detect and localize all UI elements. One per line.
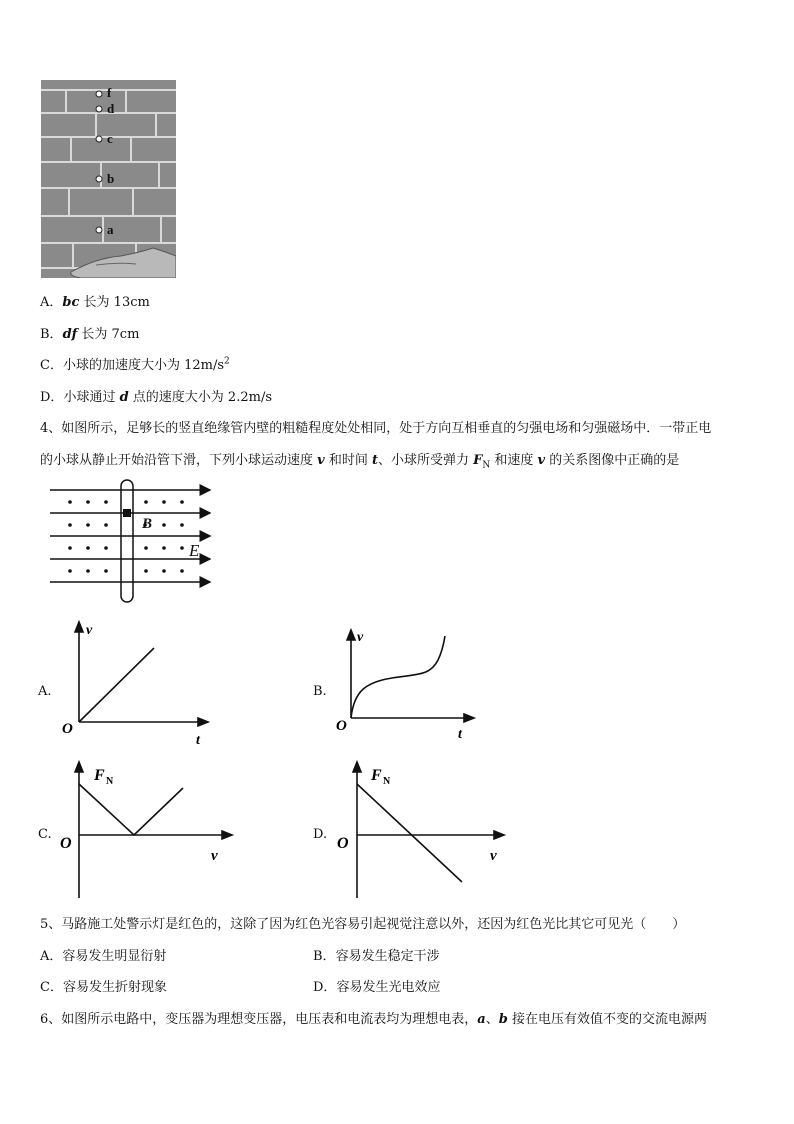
graph-c-xlabel: v	[211, 848, 218, 864]
field-tube-figure	[48, 478, 218, 606]
graph-a	[56, 620, 216, 750]
graph-b-letter[interactable]: B.	[313, 684, 327, 699]
e-field-label: E	[189, 541, 200, 560]
graph-a-xlabel: t	[196, 733, 200, 748]
brick-wall-photo	[41, 80, 176, 278]
label-d: d	[107, 101, 115, 116]
graph-b	[332, 620, 482, 750]
q6-stem: 6、如图所示电路中，变压器为理想变压器，电压表和电流表均为理想电表，a、b 接在电压有效值不变的交流电源两	[40, 1012, 707, 1027]
q3-option-b[interactable]: B．df 长为 7cm	[40, 327, 140, 342]
label-f: f	[107, 85, 112, 100]
q4-stem-line1: 4、如图所示，足够长的竖直绝缘管内壁的粗糙程度处处相同，处于方向互相垂直的匀强电场和匀强磁场中．一带正电	[40, 421, 712, 436]
graph-b-xlabel: t	[458, 727, 462, 742]
graph-d-xlabel: v	[490, 848, 497, 864]
graph-a-letter[interactable]: A.	[38, 684, 52, 699]
q5-option-d[interactable]: D．容易发生光电效应	[313, 980, 441, 995]
q3-option-c[interactable]: C．小球的加速度大小为 $12m/s^2$	[40, 356, 230, 373]
graph-a-origin: O	[62, 721, 73, 737]
q3-option-a[interactable]: A．bc 长为 13cm	[40, 295, 150, 310]
label-b: b	[107, 171, 115, 186]
graph-c-letter[interactable]: C.	[38, 827, 52, 842]
q5-stem: 5、马路施工处警示灯是红色的，这除了因为红色光容易引起视觉注意以外，还因为红色光比其它可见光（ ）	[40, 917, 686, 932]
graph-c-ysub: N	[106, 776, 114, 787]
graph-c	[56, 758, 241, 900]
graph-d-ysub: N	[383, 776, 391, 787]
graph-d-letter[interactable]: D.	[313, 827, 328, 842]
q5-option-b[interactable]: B．容易发生稳定干涉	[313, 949, 440, 964]
graph-d-origin: O	[337, 835, 349, 852]
graph-c-ylabel: F	[94, 767, 105, 784]
q3-option-d[interactable]: D．小球通过 d 点的速度大小为 2.2m/s	[40, 390, 272, 405]
graph-c-origin: O	[60, 835, 72, 852]
label-c: c	[107, 131, 113, 146]
graph-b-ylabel: v	[357, 630, 364, 645]
graph-d-ylabel: F	[371, 767, 382, 784]
label-a: a	[107, 222, 114, 237]
q5-option-c[interactable]: C．容易发生折射现象	[40, 980, 167, 995]
b-field-label: B	[142, 516, 153, 532]
graph-a-ylabel: v	[86, 623, 93, 638]
q4-stem-line2: 的小球从静止开始沿管下滑，下列小球运动速度 v 和时间 t、小球所受弹力 $F_N$ 和速度 v 的关系图像中正确的是	[40, 453, 680, 471]
graph-b-origin: O	[336, 718, 347, 734]
graph-d	[332, 758, 517, 900]
q5-option-a[interactable]: A．容易发生明显衍射	[40, 949, 167, 964]
brick-wall-image	[41, 80, 176, 278]
